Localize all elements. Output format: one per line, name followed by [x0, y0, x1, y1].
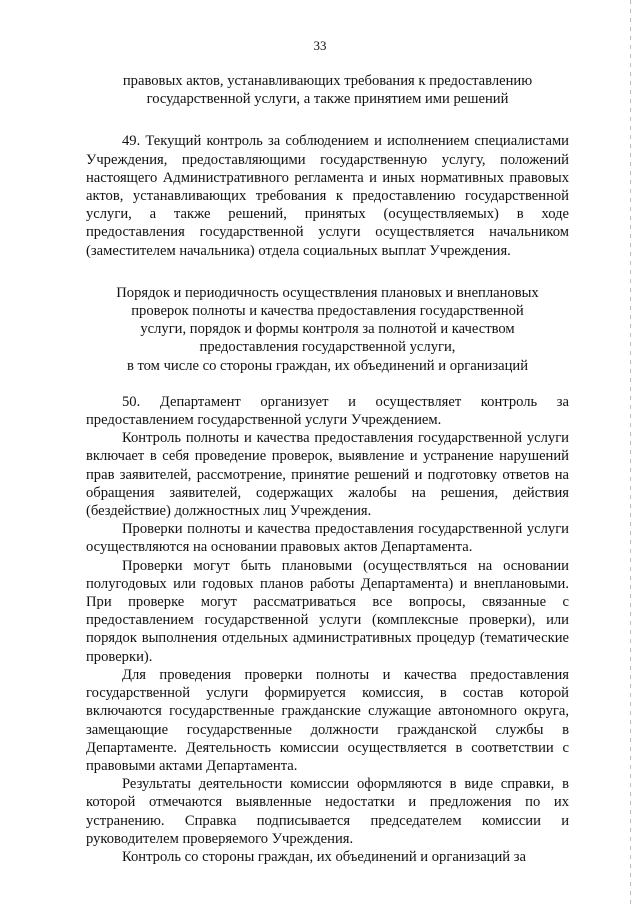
heading-line: проверок полноты и качества предоставления государственной	[131, 303, 524, 320]
document-body	[86, 72, 569, 866]
paragraph-49: 49. Текущий контроль за соблюдением и исполнением специалистами Учреждения, предоставляющими государственную услугу, положений настоящего Административного регламента и иных нормативных правовых актов, устанавливающих требования к предоставлению государственной услуги, а также решений, принятых (осуществляемых) в ходе предоставления государственной услуги осуществляется начальником (заместителем начальника) отдела социальных выплат Учреждения.	[86, 133, 569, 259]
heading-line: правовых актов, устанавливающих требования к предоставлению	[122, 73, 533, 89]
paragraph: Результаты деятельности комиссии оформляются в виде справки, в которой отмечаются выявленные недостатки и предложения по их устранению. Справка подписывается председателем комиссии и руководителем проверяемого Учреждения.	[86, 776, 569, 847]
page-number: 33	[313, 38, 327, 53]
continued-heading	[86, 72, 569, 108]
heading-line: услуги, порядок и формы контроля за полнотой и качеством	[140, 321, 515, 338]
paragraph-50: 50. Департамент организует и осуществляет контроль за предоставлением государственной услуги Учреждением.	[86, 393, 569, 429]
section-heading	[86, 284, 569, 375]
heading-line: предоставления государственной услуги,	[199, 339, 456, 356]
paragraph: Контроль полноты и качества предоставления государственной услуги включает в себя проведение проверок, выявление и устранение нарушений прав заявителей, рассмотрение, принятие решений и подготовку ответов на обращения заявителей, содержащих жалобы на решения, действия (бездействие) должностных лиц Учреждения.	[86, 430, 569, 520]
heading-line: в том числе со стороны граждан, их объединений и организаций	[126, 357, 529, 374]
paragraph: Контроль со стороны граждан, их объединений и организаций за	[122, 848, 526, 865]
heading-line: Порядок и периодичность осуществления плановых и внеплановых	[116, 284, 539, 301]
paragraph: Проверки могут быть плановыми (осуществляться на основании полугодовых или годовых планов работы Департамента) и внеплановыми. При проверке могут рассматриваться все вопросы, связанные с предоставлением государственной услуги (комплексные проверки), или порядок выполнения отдельных административных процедур (тематические проверки).	[86, 557, 569, 665]
paragraph: Проверки полноты и качества предоставления государственной услуги осуществляются на основании правовых актов Департамента.	[86, 521, 569, 556]
heading-line: государственной услуги, а также принятием ими решений	[146, 91, 509, 108]
scan-edge	[630, 0, 631, 905]
paragraph: Для проведения проверки полноты и качества предоставления государственной услуги формируется комиссия, в состав которой включаются государственные гражданские служащие автономного округа, замещающие государственные должности гражданской службы в Департаменте. Деятельность комиссии осуществляется в соответствии с правовыми актами Департамента.	[86, 666, 569, 774]
